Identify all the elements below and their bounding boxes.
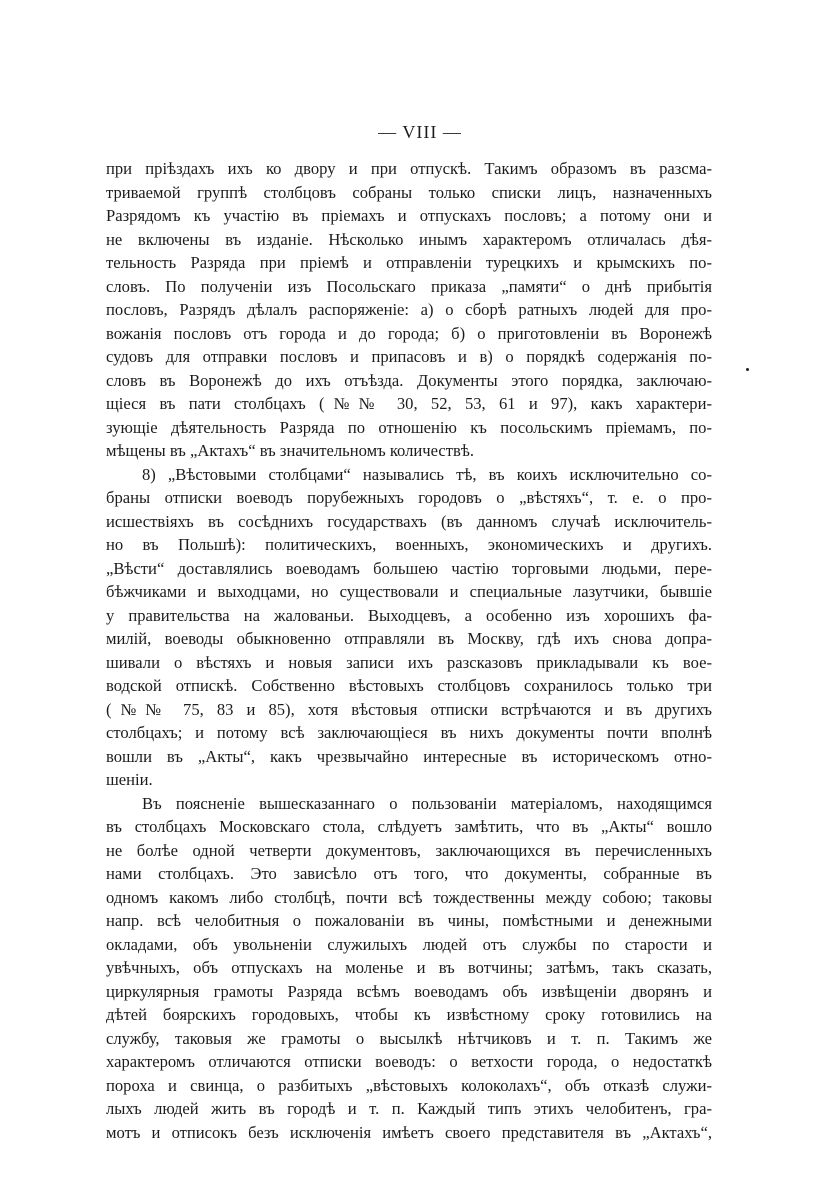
text-line: столбцахъ; и потому всѣ заключающіеся въ нихъ документы почти вполнѣ [106, 723, 712, 742]
text-line: не включены въ изданіе. Нѣсколько инымъ характеромъ отличалась дѣя- [106, 229, 712, 249]
ink-speck [746, 368, 749, 371]
paragraph-last-line: мѣщены въ „Актахъ“ въ значительномъ количествѣ. [106, 441, 475, 460]
text-line: браны отписки воеводъ порубежныхъ городовъ о „вѣстяхъ“, т. е. о про- [106, 488, 712, 507]
text-line: пороха и свинца, о разбитыхъ „вѣстовыхъ колоколахъ“, объ отказѣ служи- [106, 1075, 712, 1095]
text-line: вожанія пословъ отъ города и до города; б) о приготовленіи въ Воронежѣ [106, 323, 712, 343]
text-line: не болѣе одной четверти документовъ, заключающихся въ перечисленныхъ [106, 840, 712, 860]
text-line: судовъ для отправки пословъ и припасовъ и в) о порядкѣ содержанія по- [106, 347, 712, 366]
paragraph-last-line: шеніи. [106, 770, 153, 789]
text-line: тельность Разряда при пріемѣ и отправленіи турецкихъ и крымскихъ по- [106, 253, 712, 272]
paragraph-first-line: 8) „Вѣстовыми столбцами“ назывались тѣ, въ коихъ исключительно со- [142, 464, 712, 484]
text-line: напр. всѣ челобитныя о пожалованіи въ чины, помѣстными и денежными [106, 911, 712, 930]
text-line: щіеся въ пати столбцахъ (№№ 30, 52, 53, 61 и 97), какъ характери- [106, 394, 712, 413]
text-line: въ столбцахъ Московскаго стола, слѣдуетъ замѣтить, что въ „Акты“ вошло [106, 817, 712, 836]
text-line: у правительства на жалованьи. Выходцевъ, а особенно изъ хорошихъ фа- [106, 605, 712, 625]
text-line: дѣтей боярскихъ городовыхъ, чтобы къ извѣстному сроку готовились на [106, 1005, 712, 1024]
text-line: но въ Польшѣ): политическихъ, военныхъ, экономическихъ и другихъ. [106, 535, 712, 554]
text-line: пословъ, Разрядъ дѣлалъ распоряженіе: а) о сборѣ ратныхъ людей для про- [106, 300, 712, 319]
text-line: при пріѣздахъ ихъ ко двору и при отпускѣ. Такимъ образомъ въ разсма- [106, 159, 712, 178]
text-line: службу, таковыя же грамоты о высылкѣ нѣтчиковъ и т. п. Такимъ же [106, 1028, 712, 1048]
page-header: — VIII — [378, 122, 462, 142]
text-line: одномъ какомъ либо столбцѣ, почти всѣ тождественны между собою; таковы [106, 887, 712, 907]
text-line: милій, воеводы обыкновенно отправляли въ Москву, гдѣ ихъ снова допра- [106, 629, 712, 648]
text-line: нами столбцахъ. Это зависѣло отъ того, что документы, собранные въ [106, 864, 712, 883]
text-line: характеромъ отличаются отписки воеводъ: о ветхости города, о недостаткѣ [106, 1052, 712, 1071]
text-line: зующіе дѣятельность Разряда по отношенію къ посольскимъ пріемамъ, по- [106, 417, 712, 437]
text-line: окладами, объ увольненіи служилыхъ людей отъ службы по старости и [106, 934, 712, 954]
paragraph-first-line: Въ поясненіе вышесказаннаго о пользованіи матеріаломъ, находящимся [142, 793, 712, 813]
text-line: водской отпискѣ. Собственно вѣстовыхъ столбцовъ сохранилось только три [106, 676, 712, 695]
text-line: „Вѣсти“ доставлялись воеводамъ большею частію торговыми людьми, пере- [106, 558, 712, 578]
text-line: циркулярныя грамоты Разряда всѣмъ воеводамъ объ извѣщеніи дворянъ и [106, 981, 712, 1001]
text-line: Разрядомъ къ участію въ пріемахъ и отпускахъ пословъ; а потому они и [106, 206, 712, 225]
text-line: мотъ и отписокъ безъ исключенія имѣетъ своего представителя въ „Актахъ“, [106, 1122, 712, 1142]
body-text [106, 157, 712, 1144]
text-line: вошли въ „Акты“, какъ чрезвычайно интересные въ историческомъ отно- [106, 746, 712, 766]
text-line: (№№ 75, 83 и 85), хотя вѣстовыя отписки встрѣчаются и въ другихъ [106, 699, 712, 719]
text-line: шивали о вѣстяхъ и новыя записи ихъ разсказовъ прикладывали къ вое- [106, 652, 712, 672]
text-line: исшествіяхъ въ сосѣднихъ государствахъ (въ данномъ случаѣ исключитель- [106, 511, 712, 531]
text-line: лыхъ людей жить въ городѣ и т. п. Каждый типъ этихъ челобитенъ, гра- [106, 1099, 712, 1118]
text-line: бѣжчиками и выходцами, но существовали и специальные лазутчики, бывшіе [106, 582, 712, 601]
text-line: словъ въ Воронежѣ до ихъ отъѣзда. Документы этого порядка, заключаю- [106, 370, 712, 390]
text-line: словъ. По полученіи изъ Посольскаго приказа „памяти“ о днѣ прибытія [106, 276, 712, 296]
text-line: увѣчныхъ, объ отпускахъ на моленье и въ вотчины; затѣмъ, такъ сказать, [106, 958, 712, 977]
text-line: триваемой группѣ столбцовъ собраны только списки лицъ, назначенныхъ [106, 182, 712, 202]
